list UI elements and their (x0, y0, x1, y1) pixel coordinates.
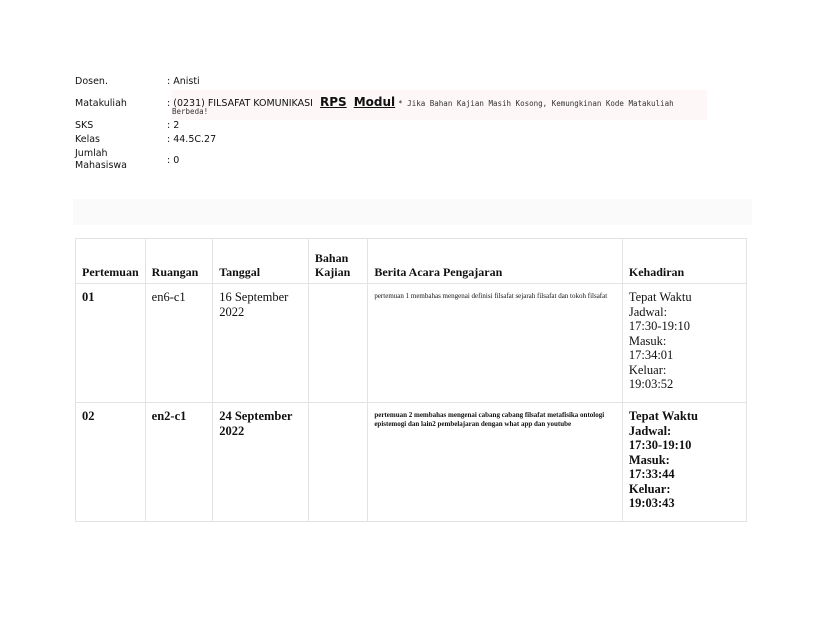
matakuliah-label: Matakuliah (75, 98, 127, 109)
sks-value: : 2 (167, 120, 180, 131)
dosen-label: Dosen. (75, 76, 108, 87)
dosen-value: : Anisti (167, 76, 200, 87)
jadwal-value: 17:30-19:10 (628, 438, 692, 452)
sks-label: SKS (75, 120, 94, 131)
masuk-value: 17:33:44 (628, 467, 675, 481)
kehadiran-status: Tepat Waktu (628, 290, 692, 304)
header-pertemuan: Pertemuan (76, 239, 146, 284)
modul-link[interactable]: Modul (353, 95, 396, 109)
header-berita-acara: Berita Acara Pengajaran (368, 239, 623, 284)
kelas-value: : 44.5C.27 (167, 134, 217, 145)
jumlah-value: : 0 (167, 155, 180, 166)
note-text-continued: Berbeda! (172, 107, 209, 116)
cell-tanggal: 16 September 2022 (213, 284, 309, 403)
kelas-label: Kelas (75, 134, 101, 145)
masuk-label: Masuk: (628, 452, 670, 467)
keluar-label: Keluar: (628, 481, 671, 496)
jadwal-label: Jadwal: (628, 423, 672, 438)
matakuliah-colon: : (167, 98, 171, 109)
keluar-value: 19:03:43 (628, 496, 675, 510)
cell-ruangan: en6-c1 (145, 284, 213, 403)
keluar-value: 19:03:52 (628, 377, 674, 391)
jumlah-label: Jumlah Mahasiswa (75, 148, 127, 171)
masuk-value: 17:34:01 (628, 348, 674, 362)
section-band (73, 199, 752, 225)
cell-kehadiran (622, 284, 746, 403)
attendance-table (75, 238, 747, 522)
header-tanggal: Tanggal (213, 239, 309, 284)
table-row (76, 403, 747, 522)
cell-kehadiran (622, 403, 746, 522)
header-kehadiran: Kehadiran (622, 239, 746, 284)
table-row (76, 284, 747, 403)
kehadiran-status: Tepat Waktu (628, 409, 698, 423)
cell-bahan-kajian (308, 284, 367, 403)
cell-ruangan: en2-c1 (145, 403, 213, 522)
cell-bahan-kajian (308, 403, 367, 522)
cell-berita-acara: pertemuan 1 membahas mengenai definisi filsafat sejarah filsafat dan tokoh filsafat (368, 284, 623, 403)
jadwal-value: 17:30-19:10 (628, 319, 690, 333)
table-header-row (76, 239, 747, 284)
matakuliah-value-line (167, 95, 674, 109)
keluar-label: Keluar: (628, 362, 667, 377)
note-text: * Jika Bahan Kajian Masih Kosong, Kemungkinan Kode Matakuliah (398, 99, 674, 108)
cell-pertemuan: 01 (76, 284, 146, 403)
header-bahan-kajian: Bahan Kajian (308, 239, 367, 284)
cell-pertemuan: 02 (76, 403, 146, 522)
header-ruangan: Ruangan (145, 239, 213, 284)
cell-tanggal: 24 September 2022 (213, 403, 309, 522)
jadwal-label: Jadwal: (628, 304, 668, 319)
rps-link[interactable]: RPS (319, 95, 347, 109)
masuk-label: Masuk: (628, 333, 667, 348)
cell-berita-acara: pertemuan 2 membahas mengenai cabang cabang filsafat metafisika ontologi epistemogi dan lain2 pembelajaran dengan what app dan youtube (368, 403, 623, 522)
matakuliah-value: (0231) FILSAFAT KOMUNIKASI (173, 98, 313, 109)
